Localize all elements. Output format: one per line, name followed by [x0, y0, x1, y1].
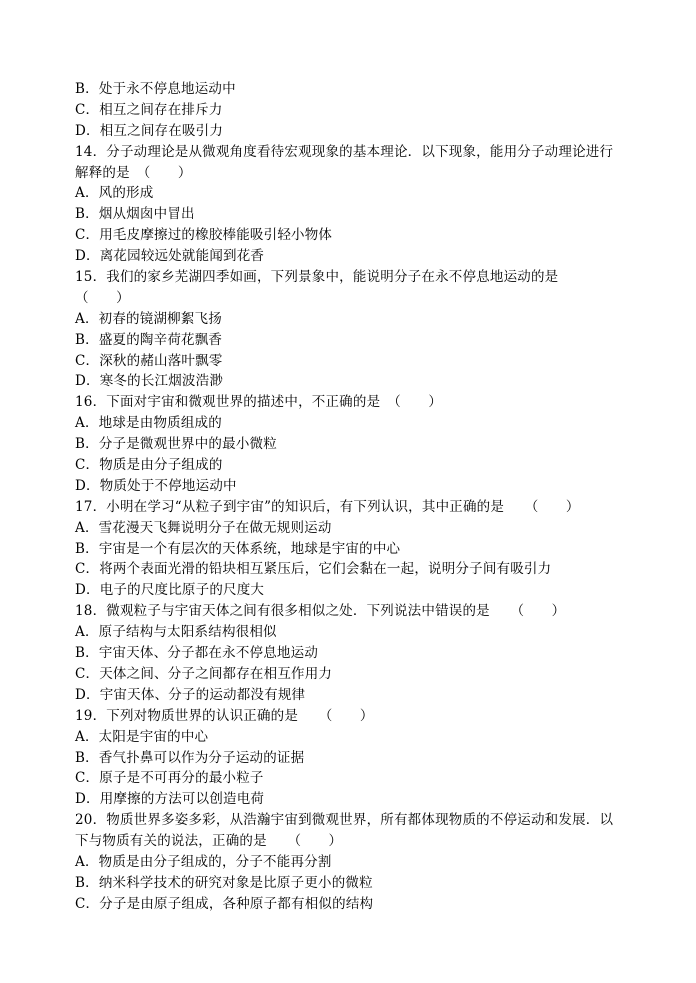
question-14-stem-cont: 解释的是 （ ）: [75, 164, 192, 181]
option-c-q19: C．原子是不可再分的最小粒子: [75, 770, 264, 787]
option-b-q14: B．烟从烟囱中冒出: [75, 206, 195, 223]
question-19-stem: 19．下列对物质世界的认识正确的是 （ ）: [75, 707, 374, 724]
option-a-q17: A．雪花漫天飞舞说明分子在做无规则运动: [75, 519, 332, 536]
option-c-q18: C．天体之间、分子之间都存在相互作用力: [75, 665, 333, 682]
option-d-q13: D．相互之间存在吸引力: [75, 122, 224, 139]
option-a-q16: A．地球是由物质组成的: [75, 415, 222, 432]
option-d-q15: D．寒冬的长江烟波浩渺: [75, 373, 224, 390]
option-d-q14: D．离花园较远处就能闻到花香: [75, 248, 265, 265]
option-b-q20: B．纳米科学技术的研究对象是比原子更小的微粒: [75, 874, 373, 891]
option-d-q19: D．用摩擦的方法可以创造电荷: [75, 791, 265, 808]
option-b-q18: B．宇宙天体、分子都在永不停息地运动: [75, 645, 319, 662]
option-b-q15: B．盛夏的陶辛荷花飘香: [75, 331, 223, 348]
question-17-stem: 17．小明在学习“从粒子到宇宙”的知识后，有下列认识，其中正确的是 （ ）: [75, 498, 580, 515]
option-b-q19: B．香气扑鼻可以作为分子运动的证据: [75, 749, 305, 766]
option-a-q15: A．初春的镜湖柳絮飞扬: [75, 310, 222, 327]
option-d-q18: D．宇宙天体、分子的运动都没有规律: [75, 686, 306, 703]
question-18-stem: 18．微观粒子与宇宙天体之间有很多相似之处．下列说法中错误的是 （ ）: [75, 603, 566, 620]
option-a-q14: A．风的形成: [75, 185, 154, 202]
option-c-q15: C．深秋的赭山落叶飘零: [75, 352, 223, 369]
option-d-q17: D．电子的尺度比原子的尺度大: [75, 582, 265, 599]
document-page: [75, 79, 635, 915]
option-d-q16: D．物质处于不停地运动中: [75, 477, 237, 494]
option-c-q16: C．物质是由分子组成的: [75, 457, 223, 474]
option-b-q16: B．分子是微观世界中的最小微粒: [75, 436, 277, 453]
question-20-stem-cont: 下与物质有关的说法，正确的是 （ ）: [75, 833, 343, 850]
option-a-q18: A．原子结构与太阳系结构很相似: [75, 624, 277, 641]
option-c-q20: C．分子是由原子组成，各种原子都有相似的结构: [75, 895, 374, 912]
question-16-stem: 16．下面对宇宙和微观世界的描述中，不正确的是 （ ）: [75, 394, 443, 411]
option-a-q19: A．太阳是宇宙的中心: [75, 728, 209, 745]
question-14-stem: 14．分子动理论是从微观角度看待宏观现象的基本理论．以下现象，能用分子动理论进行: [75, 143, 614, 160]
option-c-q14: C．用毛皮摩擦过的橡胶棒能吸引轻小物体: [75, 227, 333, 244]
question-20-stem: 20．物质世界多姿多彩，从浩瀚宇宙到微观世界，所有都体现物质的不停运动和发展．以: [75, 812, 614, 829]
option-c-q13: C．相互之间存在排斥力: [75, 101, 223, 118]
question-15-stem-cont: （ ）: [75, 289, 130, 306]
option-b-q17: B．宇宙是一个有层次的天体系统，地球是宇宙的中心: [75, 540, 401, 557]
option-b-q13: B．处于永不停息地运动中: [75, 81, 236, 97]
option-c-q17: C．将两个表面光滑的铅块相互紧压后，它们会黏在一起，说明分子间有吸引力: [75, 561, 552, 578]
option-a-q20: A．物质是由分子组成的，分子不能再分割: [75, 853, 332, 870]
question-15-stem: 15．我们的家乡芜湖四季如画，下列景象中，能说明分子在永不停息地运动的是: [75, 269, 559, 286]
